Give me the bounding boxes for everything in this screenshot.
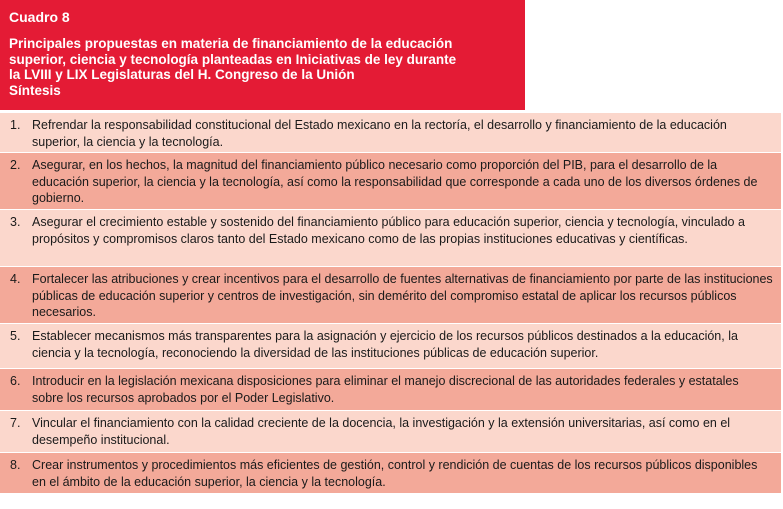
list-item [0,113,781,153]
box-label: Cuadro 8 [9,9,70,25]
item-text: Crear instrumentos y procedimientos más eficientes de gestión, control y rendición de cuentas de los recursos públicos disponibles en el ámbito de la educación superior, la ciencia y la tecnología. [32,458,758,489]
table-title: Principales propuestas en materia de financiamiento de la educación superior, ciencia y tecnología planteadas en Iniciativas de ley durante la LVIII y LIX Legislaturas del H. Congreso de la Unión Síntesis [9,36,457,98]
item-text: Fortalecer las atribuciones y crear incentivos para el desarrollo de fuentes alternativas de financiamiento por parte de las instituciones públicas de educación superior y centros de investigación, sin demérito del compromiso estatal de aplicar los recursos públicos necesarios. [32,272,773,319]
item-text: Refrendar la responsabilidad constitucional del Estado mexicano en la rectoría, el desarrollo y financiamiento de la educación superior, la ciencia y la tecnología. [32,118,727,149]
item-text: Introducir en la legislación mexicana disposiciones para eliminar el manejo discrecional de las autoridades federales y estatales sobre los recursos aprobados por el Poder Legislativo. [32,374,739,405]
list-item [0,210,781,267]
list-item [0,324,781,369]
list-item [0,267,781,324]
item-number: 6. [10,374,21,388]
item-number: 3. [10,215,21,229]
item-number: 8. [10,458,21,472]
item-number: 1. [10,118,21,132]
item-number: 7. [10,416,21,430]
proposals-list [0,113,781,494]
item-number: 2. [10,158,21,172]
table-header [0,0,525,110]
list-item [0,369,781,411]
item-number: 4. [10,272,21,286]
item-text: Asegurar, en los hechos, la magnitud del financiamiento público necesario como proporción del PIB, para el desarrollo de la educación superior, la ciencia y la tecnología, así como la responsabilidad que corresponde a cada uno de los diversos órdenes de gobierno. [32,158,758,205]
list-item [0,411,781,453]
item-text: Asegurar el crecimiento estable y sostenido del financiamiento público para educación superior, ciencia y tecnología, vinculado a propósitos y compromisos claros tanto del Estado mexicano como de las propias instituciones educativas y científicas. [32,215,745,246]
list-item [0,453,781,494]
item-text: Establecer mecanismos más transparentes para la asignación y ejercicio de los recursos públicos destinados a la educación, la ciencia y la tecnología, reconociendo la diversidad de las instituciones públicas de educación superior. [32,329,738,360]
list-item [0,153,781,210]
item-number: 5. [10,329,21,343]
item-text: Vincular el financiamiento con la calidad creciente de la docencia, la investigación y la extensión universitarias, así como en el desempeño institucional. [32,416,731,447]
